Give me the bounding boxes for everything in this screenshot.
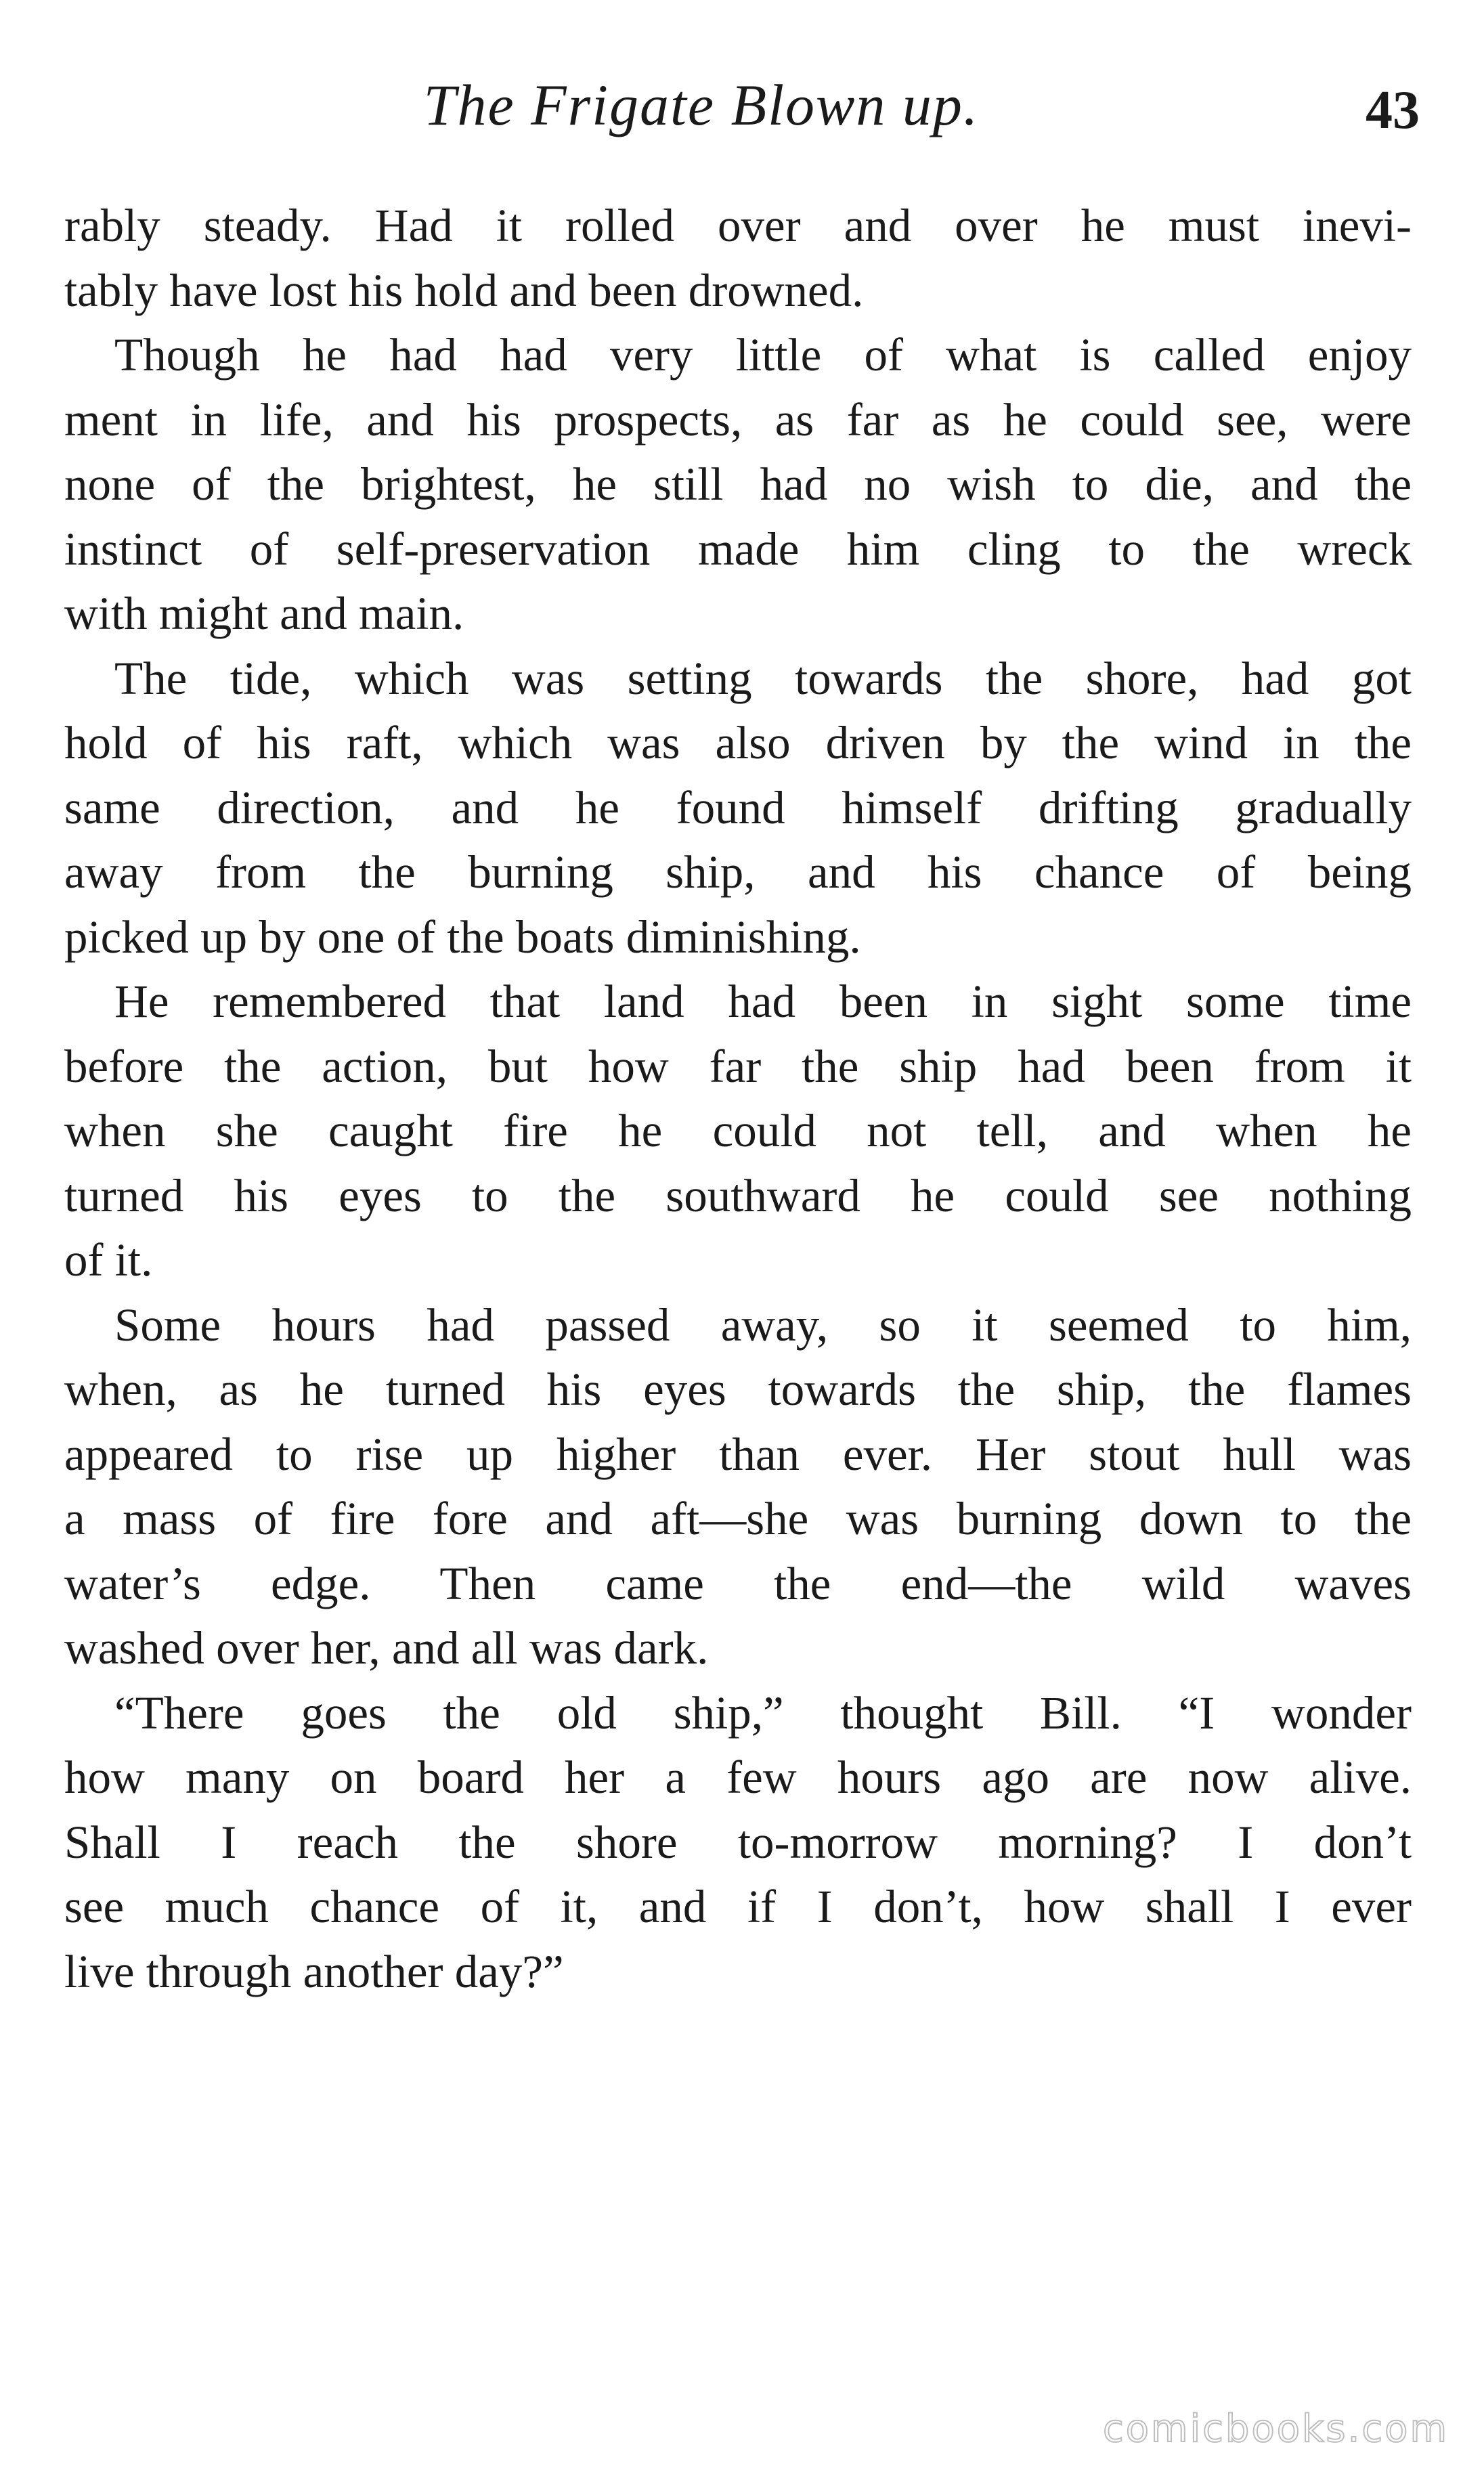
- text-line: same direction, and he found himself drifting gradually: [64, 781, 1412, 833]
- text-line: of it.: [64, 1234, 153, 1286]
- text-line: a mass of fire fore and aft—she was burning down to the: [64, 1493, 1412, 1544]
- text-line: away from the burning ship, and his chance of being: [64, 846, 1412, 898]
- text-line: Though he had had very little of what is called enjoy: [114, 329, 1412, 381]
- paragraph-5: [64, 1293, 1412, 1681]
- body-text: [64, 194, 1412, 2004]
- page-number: 43: [1366, 81, 1420, 140]
- text-line: when she caught fire he could not tell, and when he: [64, 1105, 1412, 1156]
- running-title: The Frigate Blown up.: [423, 72, 980, 137]
- text-line: washed over her, and all was dark.: [64, 1622, 709, 1674]
- text-line: He remembered that land had been in sight some time: [114, 976, 1412, 1027]
- text-line: The tide, which was setting towards the shore, had got: [114, 652, 1412, 704]
- text-line: picked up by one of the boats diminishing.: [64, 911, 861, 963]
- text-line: ment in life, and his prospects, as far as he could see, were: [64, 393, 1412, 445]
- text-line: instinct of self-preservation made him cling to the wreck: [64, 523, 1412, 575]
- paragraph-2: [64, 323, 1412, 647]
- text-line: hold of his raft, which was also driven by the wind in the: [64, 717, 1412, 768]
- paragraph-3: [64, 647, 1412, 970]
- paragraph-1: [64, 194, 1412, 323]
- text-line: how many on board her a few hours ago are now alive.: [64, 1752, 1412, 1803]
- paragraph-4: [64, 970, 1412, 1293]
- text-line: before the action, but how far the ship had been from it: [64, 1040, 1412, 1092]
- text-line: turned his eyes to the southward he could see nothing: [64, 1169, 1412, 1221]
- text-line: live through another day?”: [64, 1945, 564, 1997]
- text-line: tably have lost his hold and been drowned.: [64, 264, 864, 316]
- watermark: comicbooks.com: [1102, 2407, 1449, 2451]
- text-line: rably steady. Had it rolled over and over he must inevi-: [64, 200, 1412, 251]
- text-line: “There goes the old ship,” thought Bill. “I wonder: [114, 1687, 1412, 1739]
- text-line: Shall I reach the shore to-morrow morning? I don’t: [64, 1816, 1412, 1868]
- text-line: when, as he turned his eyes towards the ship, the flames: [64, 1364, 1412, 1415]
- text-line: appeared to rise up higher than ever. Her stout hull was: [64, 1428, 1412, 1480]
- paragraph-6: [64, 1681, 1412, 2005]
- running-header: [64, 64, 1420, 152]
- text-line: water’s edge. Then came the end—the wild waves: [64, 1557, 1412, 1609]
- text-line: see much chance of it, and if I don’t, how shall I ever: [64, 1881, 1412, 1932]
- text-line: with might and main.: [64, 588, 464, 639]
- text-line: none of the brightest, he still had no wish to die, and the: [64, 458, 1412, 510]
- text-line: Some hours had passed away, so it seemed to him,: [114, 1299, 1412, 1351]
